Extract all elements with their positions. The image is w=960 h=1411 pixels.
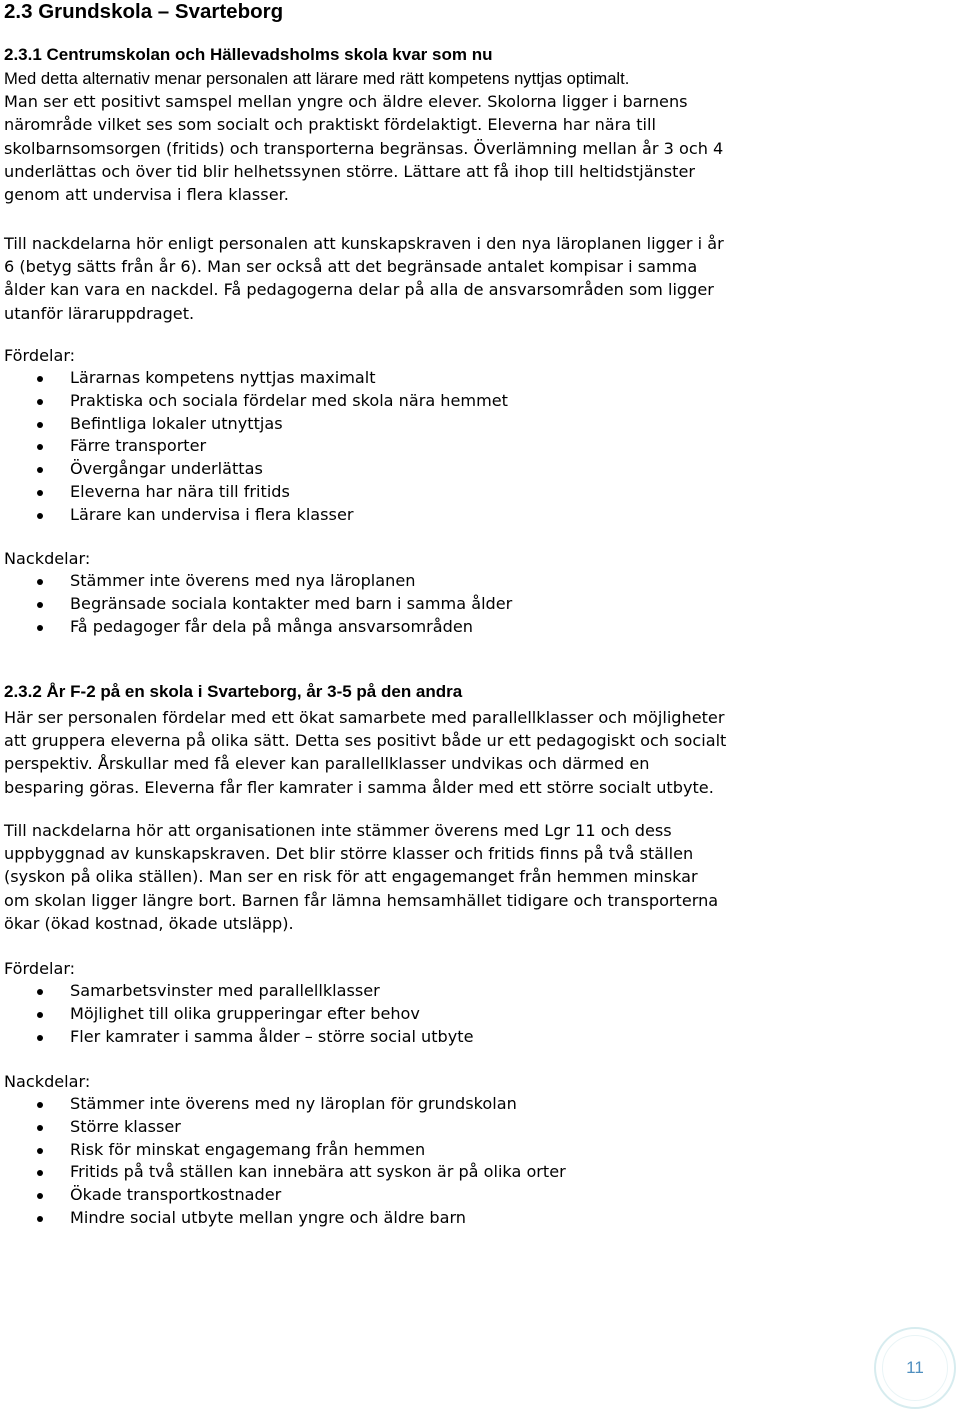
s1-cons-label: Nackdelar: [4, 549, 91, 568]
subsection-1-heading: 2.3.1 Centrumskolan och Hällevadsholms skola kvar som nu [4, 45, 493, 64]
list-item: Praktiska och sociala fördelar med skola nära hemmet [4, 390, 854, 413]
list-item: Lärarnas kompetens nyttjas maximalt [4, 367, 854, 390]
list-item: Fritids på två ställen kan innebära att syskon är på olika orter [4, 1161, 854, 1184]
list-item: Fler kamrater i samma ålder – större social utbyte [4, 1026, 854, 1049]
s2-cons-line-5: ökar (ökad kostnad, ökade utsläpp). [4, 913, 294, 933]
page-number-ring [882, 1335, 948, 1401]
s2-intro-line-4: besparing göras. Eleverna får fler kamrater i samma ålder med ett större socialt utbyte. [4, 777, 714, 797]
list-item: Få pedagoger får dela på många ansvarsområden [4, 616, 854, 639]
s1-intro-line-2: Man ser ett positivt samspel mellan yngre och äldre elever. Skolorna ligger i barnens [4, 92, 688, 112]
s2-pros-label: Fördelar: [4, 959, 76, 978]
s1-cons-line-2: 6 (betyg sätts från år 6). Man ser också att det begränsade antalet kompisar i samma [4, 257, 698, 277]
list-item: Övergångar underlättas [4, 458, 854, 481]
s2-cons-line-4: om skolan ligger längre bort. Barnen får lämna hemsamhället tidigare och transporterna [4, 890, 719, 910]
s2-intro-paragraph [4, 706, 854, 799]
s1-pros-label: Fördelar: [4, 346, 76, 365]
list-item: Större klasser [4, 1116, 854, 1139]
page-number: 11 [906, 1358, 924, 1377]
section-title: 2.3 Grundskola – Svarteborg [4, 0, 284, 23]
subsection-2-heading: 2.3.2 År F-2 på en skola i Svarteborg, år 3-5 på den andra [4, 682, 463, 701]
s1-intro-line-1: Med detta alternativ menar personalen att lärare med rätt kompetens nyttjas optimalt. [4, 69, 630, 88]
s2-cons-section [4, 1070, 854, 1230]
s1-pros-section [4, 344, 854, 527]
s2-intro-line-2: att gruppera eleverna på olika sätt. Detta ses positivt både ur ett pedagogiskt och socialt [4, 731, 727, 751]
s1-cons-line-4: utanför läraruppdraget. [4, 303, 195, 323]
s1-cons-list [4, 570, 854, 638]
list-item: Stämmer inte överens med ny läroplan för grundskolan [4, 1093, 854, 1116]
s2-cons-line-3: (syskon på olika ställen). Man ser en risk för att engagemanget från hemmen minskar [4, 867, 698, 887]
s1-cons-line-3: ålder kan vara en nackdel. Få pedagogerna delar på alla de ansvarsområden som ligger [4, 280, 714, 300]
s2-intro-line-1: Här ser personalen fördelar med ett ökat samarbete med parallellklasser och möjligheter [4, 708, 725, 727]
s2-pros-section [4, 957, 854, 1048]
s2-cons-label: Nackdelar: [4, 1072, 91, 1091]
subsection-2 [4, 681, 854, 703]
list-item: Risk för minskat engagemang från hemmen [4, 1139, 854, 1162]
s2-pros-list [4, 980, 854, 1048]
s2-cons-line-2: uppbyggnad av kunskapskraven. Det blir större klasser och fritids finns på två ställen [4, 844, 694, 864]
s1-cons-section [4, 547, 854, 638]
list-item: Ökade transportkostnader [4, 1184, 854, 1207]
list-item: Begränsade sociala kontakter med barn i samma ålder [4, 593, 854, 616]
subsection-1 [4, 44, 854, 66]
list-item: Lärare kan undervisa i flera klasser [4, 504, 854, 527]
s1-intro-paragraph [4, 67, 854, 206]
s1-intro-line-6: genom att undervisa i flera klasser. [4, 185, 289, 205]
s2-cons-paragraph [4, 819, 854, 935]
s2-intro-line-3: perspektiv. Årskullar med få elever kan parallellklasser undvikas och därmed en [4, 754, 650, 774]
s1-cons-paragraph [4, 232, 854, 325]
list-item: Samarbetsvinster med parallellklasser [4, 980, 854, 1003]
page-number-badge [874, 1327, 956, 1409]
list-item: Stämmer inte överens med nya läroplanen [4, 570, 854, 593]
list-item: Mindre social utbyte mellan yngre och äldre barn [4, 1207, 854, 1230]
list-item: Färre transporter [4, 435, 854, 458]
s2-cons-list [4, 1093, 854, 1230]
s1-pros-list [4, 367, 854, 527]
s1-intro-line-4: skolbarnsomsorgen (fritids) och transporterna begränsas. Överlämning mellan år 3 och 4 [4, 138, 724, 158]
s1-cons-line-1: Till nackdelarna hör enligt personalen att kunskapskraven i den nya läroplanen ligger i år [4, 234, 724, 253]
list-item: Befintliga lokaler utnyttjas [4, 413, 854, 436]
list-item: Eleverna har nära till fritids [4, 481, 854, 504]
s1-intro-line-3: närområde vilket ses som socialt och praktiskt fördelaktigt. Eleverna har nära till [4, 115, 656, 135]
s1-intro-line-5: underlättas och över tid blir helhetssynen större. Lättare att få ihop till heltidstjänster [4, 161, 695, 181]
s2-cons-line-1: Till nackdelarna hör att organisationen inte stämmer överens med Lgr 11 och dess [4, 821, 672, 840]
list-item: Möjlighet till olika grupperingar efter behov [4, 1003, 854, 1026]
